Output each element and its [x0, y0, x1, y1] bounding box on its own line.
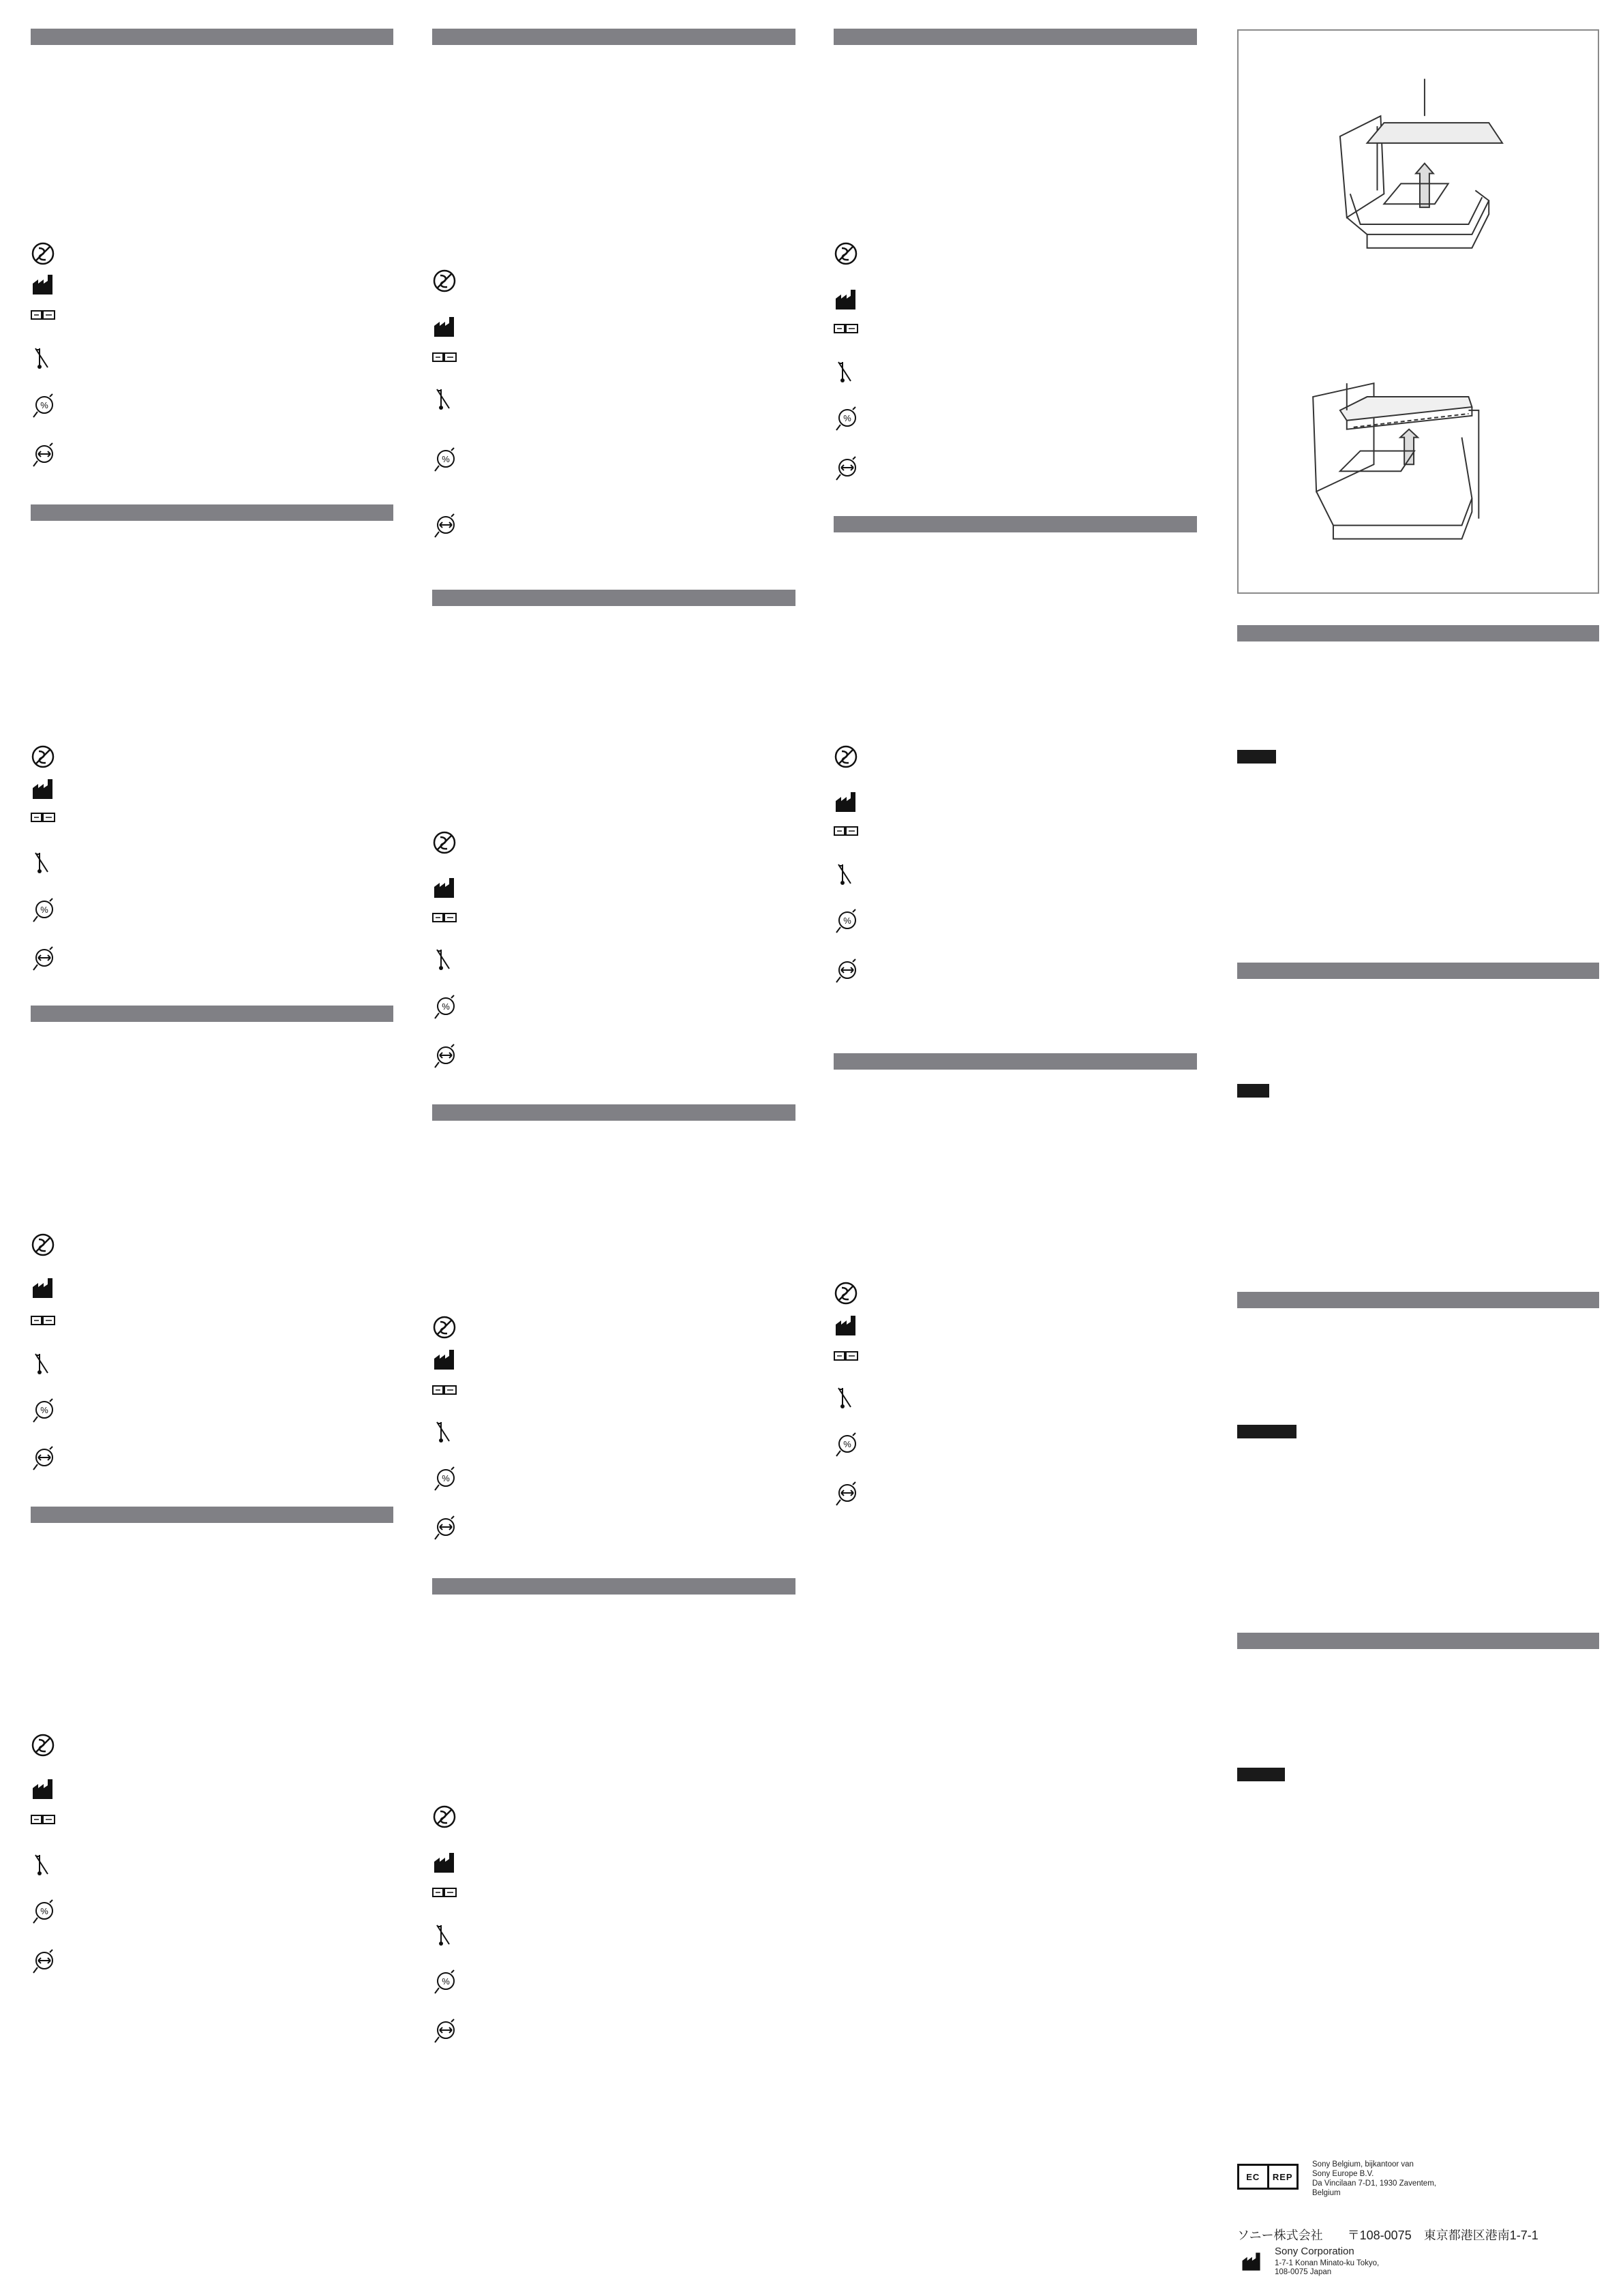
pressure-limit-icon: [431, 2018, 458, 2045]
humidity-limit-icon: [431, 447, 458, 474]
paper-tray-illustration: [1237, 29, 1599, 594]
pressure-limit-icon: [832, 958, 860, 985]
ec-rep-icon: [431, 1377, 458, 1404]
section-header-bar: [31, 1507, 393, 1523]
ec-rep-symbol: [1237, 2164, 1299, 2190]
note-label-block: [1237, 1084, 1269, 1098]
section-header-bar: [31, 29, 393, 45]
manufacturer-icon: [832, 1312, 860, 1340]
temperature-limit-icon: [431, 1921, 458, 1948]
section-header-bar: [432, 1104, 795, 1121]
manufacturer-icon: [29, 1776, 57, 1803]
humidity-limit-icon: [29, 1398, 57, 1425]
section-header-bar: [1237, 1292, 1599, 1308]
humidity-limit-icon: [431, 1466, 458, 1493]
manufacturer-name: Sony Corporation: [1275, 2246, 1354, 2257]
section-header-bar: [432, 29, 795, 45]
section-header-bar: [432, 1578, 795, 1595]
pressure-limit-icon: [29, 442, 57, 469]
ec-rep-icon: [832, 1343, 860, 1370]
note-label-block: [1237, 750, 1276, 764]
section-header-bar: [834, 29, 1197, 45]
humidity-limit-icon: [431, 1969, 458, 1996]
do-not-reuse-icon: [431, 267, 458, 294]
ec-rep-icon: [29, 1807, 57, 1834]
temperature-limit-icon: [431, 385, 458, 412]
do-not-reuse-icon: [431, 829, 458, 856]
pressure-limit-icon: [832, 1481, 860, 1508]
japanese-address: ソニー株式会社 〒108-0075 東京都港区港南1-7-1: [1237, 2229, 1538, 2242]
temperature-limit-icon: [29, 1350, 57, 1377]
authorized-representative-address: Sony Belgium, bijkantoor van Sony Europe B.V. Da Vincilaan 7-D1, 1930 Zaventem, Belgium: [1312, 2160, 1436, 2197]
temperature-limit-icon: [29, 1851, 57, 1878]
pressure-limit-icon: [431, 513, 458, 540]
ec-rep-icon: [29, 1308, 57, 1335]
do-not-reuse-icon: [29, 1231, 57, 1258]
note-label-block: [1237, 1425, 1296, 1438]
manufacturer-icon: [431, 1346, 458, 1374]
do-not-reuse-icon: [29, 743, 57, 770]
temperature-limit-icon: [832, 358, 860, 385]
manufacturer-icon: [29, 776, 57, 803]
pressure-limit-icon: [431, 1043, 458, 1070]
section-header-bar: [432, 590, 795, 606]
humidity-limit-icon: [29, 897, 57, 924]
temperature-limit-icon: [29, 849, 57, 876]
humidity-limit-icon: [832, 908, 860, 935]
humidity-limit-icon: [29, 1899, 57, 1926]
manufacturer-address: 1-7-1 Konan Minato-ku Tokyo, 108-0075 Japan: [1275, 2259, 1380, 2276]
section-header-bar: [31, 504, 393, 521]
ec-rep-icon: [29, 302, 57, 329]
manufacturer-icon: [29, 1275, 57, 1302]
humidity-limit-icon: [431, 994, 458, 1021]
ec-rep-icon: [832, 316, 860, 343]
manufacturer-icon: [1237, 2250, 1266, 2274]
do-not-reuse-icon: [832, 743, 860, 770]
manufacturer-icon: [431, 314, 458, 341]
do-not-reuse-icon: [29, 240, 57, 267]
section-header-bar: [1237, 625, 1599, 641]
do-not-reuse-icon: [832, 240, 860, 267]
section-header-bar: [31, 1006, 393, 1022]
temperature-limit-icon: [29, 344, 57, 372]
pressure-limit-icon: [29, 1445, 57, 1472]
humidity-limit-icon: [832, 1432, 860, 1459]
temperature-limit-icon: [832, 1384, 860, 1411]
temperature-limit-icon: [431, 1418, 458, 1445]
ec-rep-icon: [431, 1879, 458, 1907]
pressure-limit-icon: [832, 455, 860, 483]
manufacturer-icon: [29, 271, 57, 299]
do-not-reuse-icon: [29, 1732, 57, 1759]
do-not-reuse-icon: [832, 1280, 860, 1307]
section-header-bar: [1237, 1633, 1599, 1649]
manufacturer-icon: [832, 789, 860, 816]
pressure-limit-icon: [431, 1515, 458, 1542]
manufacturer-icon: [431, 1849, 458, 1877]
manufacturer-icon: [832, 286, 860, 314]
rep-label: REP: [1267, 2166, 1297, 2188]
note-label-block: [1237, 1768, 1285, 1781]
section-header-bar: [834, 1053, 1197, 1070]
temperature-limit-icon: [431, 946, 458, 973]
ec-rep-icon: [29, 804, 57, 832]
ec-rep-icon: [832, 818, 860, 845]
section-header-bar: [834, 516, 1197, 532]
do-not-reuse-icon: [431, 1314, 458, 1341]
pressure-limit-icon: [29, 1948, 57, 1976]
temperature-limit-icon: [832, 860, 860, 888]
do-not-reuse-icon: [431, 1803, 458, 1830]
ec-rep-icon: [431, 344, 458, 372]
humidity-limit-icon: [832, 406, 860, 433]
manufacturer-icon: [431, 875, 458, 902]
ec-label: EC: [1246, 2171, 1260, 2182]
section-header-bar: [1237, 963, 1599, 979]
humidity-limit-icon: [29, 393, 57, 420]
ec-rep-icon: [431, 905, 458, 932]
pressure-limit-icon: [29, 946, 57, 973]
